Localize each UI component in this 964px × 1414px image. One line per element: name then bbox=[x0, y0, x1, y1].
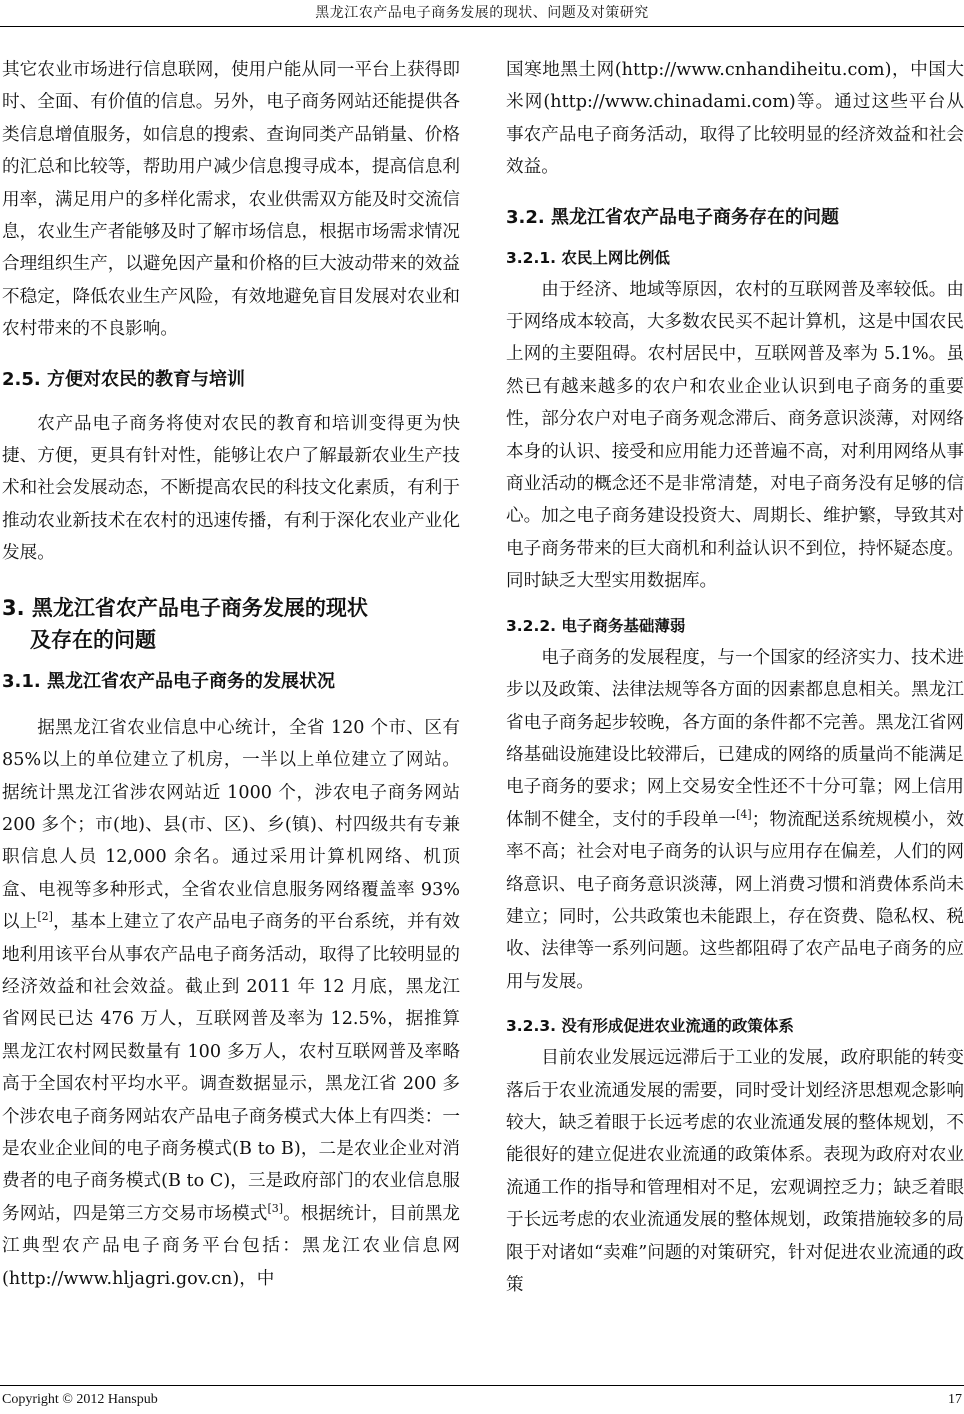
heading-3-line2: 及存在的问题 bbox=[30, 627, 156, 652]
heading-3-2-2: 3.2.2. 电子商务基础薄弱 bbox=[506, 616, 686, 635]
running-header: 黑龙江农产品电子商务发展的现状、问题及对策研究 bbox=[315, 5, 649, 21]
paragraph-3-1 bbox=[2, 712, 460, 1295]
paragraph-3-2-2-part-b: ；物流配送系统规模小，效率不高；社会对电子商务的认识与应用存在偏差，人们的网络意识、电子商务意识淡薄，网上消费习惯和消费体系尚未建立；同时，公共政策也未能跟上，存在资费、隐私权、税收、法律等一系列问题。这些都阻碍了农产品电子商务的应用与发展。 bbox=[506, 809, 964, 992]
paragraph-intro: 其它农业市场进行信息联网，使用户能从同一平台上获得即时、全面、有价值的信息。另外，电子商务网站还能提供各类信息增值服务，如信息的搜索、查询同类产品销量、价格的汇总和比较等，帮助用户减少信息搜寻成本，提高信息利用率，满足用户的多样化需求，农业供需双方能及时交流信息，农业生产者能够及时了解市场信息，根据市场需求情况合理组织生产，以避免因产量和价格的巨大波动带来的效益不稳定，降低农业生产风险，有效地避免盲目发展对农业和农村带来的不良影响。 bbox=[2, 60, 460, 340]
paragraph-3-2-3: 目前农业发展远远滞后于工业的发展，政府职能的转变落后于农业流通发展的需要，同时受计划经济思想观念影响较大，缺乏着眼于长远考虑的农业流通发展的整体规划，不能很好的建立促进农业流通的政策体系。表现为政府对农业流通工作的指导和管理相对不足，宏观调控乏力；缺乏着眼于长远考虑的农业流通发展的整体规划，政策措施较多的局限于对诸如“卖难”问题的对策研究，针对促进农业流通的政策 bbox=[506, 1048, 964, 1295]
heading-3-2-3: 3.2.3. 没有形成促进农业流通的政策体系 bbox=[506, 1017, 794, 1036]
paragraph-3-2-2-part-a: 电子商务的发展程度，与一个国家的经济实力、技术进步以及政策、法律法规等各方面的因素都息息相关。黑龙江省电子商务起步较晚，各方面的条件都不完善。黑龙江省网络基础设施建设比较滞后，已建成的网络的质量尚不能满足电子商务的要求；网上交易安全性还不十分可靠；网上信用体制不健全，支付的手段单一 bbox=[506, 647, 964, 830]
paragraph-3-2-2 bbox=[506, 642, 964, 998]
paragraph-3-1-part-c: 。根据统计，目前黑龙江典型农产品电子商务平台包括：黑龙江农业信息网(http://www.hljagri.gov.cn)，中 bbox=[2, 1203, 460, 1289]
citation-3: [3] bbox=[267, 1201, 284, 1215]
citation-2: [2] bbox=[37, 910, 53, 924]
heading-3 bbox=[2, 592, 460, 656]
paragraph-2-5: 农产品电子商务将使对农民的教育和培训变得更为快捷、方便，更具有针对性，能够让农户了解最新农业生产技术和社会发展动态，不断提高农民的科技文化素质，有利于推动农业新技术在农村的迅速传播，有利于深化农业产业化发展。 bbox=[2, 413, 460, 564]
heading-3-2-1: 3.2.1. 农民上网比例低 bbox=[506, 248, 670, 267]
left-column bbox=[2, 54, 460, 1295]
paragraph-continued: 国寒地黑土网(http://www.cnhandiheitu.com)，中国大米网(http://www.chinadami.com)等。通过这些平台从事农产品电子商务活动，取得了比较明显的经济效益和社会效益。 bbox=[506, 60, 964, 178]
header-rule bbox=[0, 26, 964, 27]
page-footer bbox=[2, 1391, 962, 1409]
paragraph-3-2-1: 由于经济、地域等原因，农村的互联网普及率较低。由于网络成本较高，大多数农民买不起计算机，这是中国农民上网的主要阻碍。农村居民中，互联网普及率为 5.1%。虽然已有越来越多的农户和农业企业认识到电子商务的重要性，部分农户对电子商务观念滞后、商务意识淡薄，对网络本身的认识、接受和应用能力还普遍不高，对利用网络从事商业活动的概念还不是非常清楚，对电子商务没有足够的信心。加之电子商务建设投资大、周期长、维护繁，导致其对电子商务带来的巨大商机和利益认识不到位，持怀疑态度。同时缺乏大型实用数据库。 bbox=[506, 279, 964, 592]
footer-rule bbox=[0, 1385, 964, 1386]
page-number: 17 bbox=[948, 1392, 962, 1407]
heading-3-line1: 3. 黑龙江省农产品电子商务发展的现状 bbox=[2, 595, 368, 620]
right-column bbox=[506, 54, 964, 1301]
heading-3-1: 3.1. 黑龙江省农产品电子商务的发展状况 bbox=[2, 670, 335, 692]
heading-3-2: 3.2. 黑龙江省农产品电子商务存在的问题 bbox=[506, 206, 839, 228]
citation-4: [4] bbox=[736, 807, 752, 821]
paragraph-3-1-part-a: 据黑龙江省农业信息中心统计，全省 120 个市、区有 85%以上的单位建立了机房，一半以上单位建立了网站。据统计黑龙江省涉农网站近 1000 个，涉农电子商务网站 200 多个；市(地)、县(市、区)、乡(镇)、村四级共有专兼职信息人员 12,000 余名。通过采用计算机网络、机顶盒、电视等多种形式，全省农业信息服务网络覆盖率 93%以上 bbox=[2, 717, 460, 933]
heading-2-5: 2.5. 方便对农民的教育与培训 bbox=[2, 368, 245, 390]
paragraph-3-1-part-b: ，基本上建立了农产品电子商务的平台系统，并有效地利用该平台从事农产品电子商务活动，取得了比较明显的经济效益和社会效益。截止到 2011 年 12 月底，黑龙江省网民已达 476 万人，互联网普及率为 12.5%，据推算黑龙江农村网民数量有 100 多万人，农村互联网普及率略高于全国农村平均水平。调查数据显示，黑龙江省 200 多个涉农电子商务网站农产品电子商务模式大体上有四类：一是农业企业间的电子商务模式(B to B)，二是农业企业对消费者的电子商务模式(B to C)，三是政府部门的农业信息服务网站，四是第三方交易市场模式 bbox=[2, 912, 460, 1224]
copyright-notice: Copyright © 2012 Hanspub bbox=[2, 1392, 158, 1407]
